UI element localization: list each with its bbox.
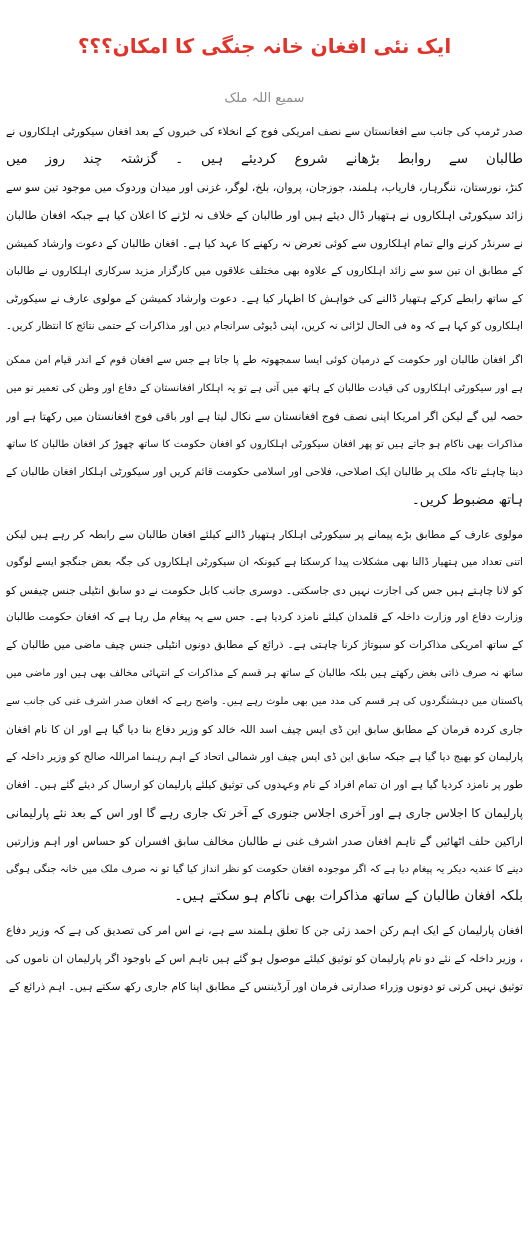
article-paragraph xyxy=(6,347,523,514)
paragraph-line: کنڑ، نورستان، ننگرہار، فاریاب، ہلمند، جوزجان، پروان، بلخ، لوگر، غزنی اور میدان وردوک میں موجود تین سو سے xyxy=(6,180,523,194)
paragraph-line: زائد سیکورٹی اہلکاروں نے ہتھیار ڈال دیئے ہیں اور طالبان کے خلاف نہ لڑنے کا اعلان کیا ہے جبکہ افغان طالبان xyxy=(6,208,523,222)
paragraph-line: کے ساتھ رابطے کرکے ہتھیار ڈالنے کی خواہش کا اظہار کیا ہے۔ دعوت وارشاد کمیشن کے مولوی عارف نے سیکورٹی xyxy=(6,292,523,306)
article-paragraph xyxy=(6,118,523,341)
paragraph-line: کے مطابق ان تین سو سے زائد اہلکاروں کے علاوہ بھی مختلف علاقوں میں کارگزار مزید سرکاری اہلکاروں نے طالبان xyxy=(6,264,523,277)
paragraph-line: ہے اور سیکورٹی اہلکاروں کی قیادت طالبان کے ہاتھ میں آتی ہے تو یہ اہلکار افغانستان کے دفاع اور وطن کی تعمیر نو میں xyxy=(6,383,523,395)
article-body xyxy=(6,118,523,1007)
paragraph-line: پارلیمان کو بھیج دیا گیا ہے جبکہ سابق این ڈی ایس چیف اور شمالی اتحاد کے اہم رہنما امراللہ صالح کو وزیر داخلہ کے xyxy=(6,750,523,763)
paragraph-line: دینا چاہئے تاکہ ملک پر طالبان ایک اصلاحی، فلاحی اور اسلامی حکومت قائم کریں اور سیکورٹی اہلکار افغان طالبان کے xyxy=(6,465,523,478)
paragraph-line: طالبان سے روابط بڑھانے شروع کردیئے ہیں ۔ گزشتہ چند روز میں xyxy=(6,150,523,167)
paragraph-line: اتنی تعداد میں ہتھیار ڈالنا بھی مشکلات پیدا کرسکتا ہے کیونکہ ان سیکورٹی اہلکاروں کی جگہ بعض جنگجو ایسے لوگوں xyxy=(6,555,523,568)
paragraph-line: مولوی عارف کے مطابق بڑے پیمانے پر سیکورٹی اہلکار ہتھیار ڈالنے کیلئے افغان طالبان سے رابطہ کر رہے ہیں لیکن xyxy=(6,527,523,541)
paragraph-line: پاکستان میں دہشتگردوں کی ہر قسم کی مدد میں بھی ملوث رہے ہیں۔ واضح رہے کہ افغان صدر اشرف غنی کی جانب سے xyxy=(6,696,523,708)
paragraph-line: بلکہ افغان طالبان کے ساتھ مذاکرات بھی ناکام ہو سکتے ہیں۔ xyxy=(174,888,523,905)
paragraph-line: ہاتھ مضبوط کریں۔ xyxy=(411,491,523,508)
paragraph-line: نے سرنڈر کرنے والے تمام اہلکاروں سے کوئی تعرض نہ رکھنے کا عہد کیا ہے۔ افغان طالبان کے دعوت وارشاد کمیشن xyxy=(6,236,523,250)
paragraph-line: اگر افغان طالبان اور حکومت کے درمیان کوئی ایسا سمجھوتہ طے پا جاتا ہے جس سے افغان قوم کے اندر قیام امن ممکن xyxy=(6,354,523,367)
paragraph-line: صدر ٹرمپ کی جانب سے افغانستان سے نصف امریکی فوج کے انخلاء کی خبروں کے بعد افغان سیکورٹی اہلکاروں نے xyxy=(6,125,523,138)
paragraph-line: کے ساتھ امریکی مذاکرات کو سبوتاژ کرنا چاہتی ہے۔ ذرائع کے مطابق دونوں انٹیلی جنس چیف ماضی میں طالبان کے xyxy=(6,639,523,652)
article-paragraph xyxy=(6,521,523,912)
paragraph-line: اراکین حلف اٹھائیں گے تاہم افغان صدر اشرف غنی نے طالبان مخالف سابق افسران کو حساس اور اہم وزارتیں xyxy=(6,834,523,848)
paragraph-line: افغان پارلیمان کے ایک اہم رکن احمد زئی جن کا تعلق ہلمند سے ہے، نے اس امر کی تصدیق کی ہے کہ وزیر دفاع xyxy=(6,924,523,938)
article-paragraph xyxy=(6,917,523,1001)
paragraph-line: دینے کا عندیہ دیکر یہ پیغام دیا ہے کہ اگر موجودہ افغان حکومت کو نظر انداز کیا گیا تو نہ صرف ملک میں خانہ جنگی ہوگی xyxy=(6,863,523,875)
paragraph-line: مذاکرات بھی ناکام ہو جاتے ہیں تو پھر افغان سیکورٹی اہلکاروں کو افغان حکومت کا ساتھ چھوڑ کر افغان طالبان کا ساتھ xyxy=(6,438,523,450)
paragraph-line: وزارت دفاع اور وزارت داخلہ کے قلمدان کیلئے نامزد کردیا ہے۔ جس سے یہ پیغام مل رہا ہے کہ افغان حکومت طالبان xyxy=(6,611,523,624)
paragraph-line: حصہ لیں گے لیکن اگر امریکا اپنی نصف فوج افغانستان سے نکال لیتا ہے اور باقی فوج افغانستان میں رکھتا ہے اور xyxy=(6,410,523,424)
paragraph-line: طور پر نامزد کردیا گیا ہے اور ان تمام افراد کے نام وعہدوں کی توثیق کیلئے پارلیمان کو ارسال کر دیئے گئے ہیں۔ افغان xyxy=(6,778,523,791)
paragraph-line: ، وزیر داخلہ کے نئے دو نام پارلیمان کو توثیق کیلئے موصول ہو گئے ہیں تاہم اس کے باوجود اگر پارلیمان ان ناموں کی xyxy=(6,952,523,966)
article-title: ایک نئی افغان خانہ جنگی کا امکان؟؟؟ xyxy=(77,34,452,58)
paragraph-line: پارلیمان کا اجلاس جاری ہے اور آخری اجلاس جنوری کے آخر تک جاری رہے گا اور اس کے بعد نئے پارلیمانی xyxy=(6,805,523,820)
paragraph-line: کو لانا چاہتے ہیں جس کی اجازت نہیں دی جاسکتی۔ دوسری جانب کابل حکومت نے دو سابق انٹیلی جنس چیفس کو xyxy=(6,583,523,597)
paragraph-line: توثیق نہیں کرتی تو دونوں وزراء صدارتی فرمان اور آرڈیننس کے مطابق اپنا کام جاری رکھ سکتے ہیں۔ اہم ذرائع کے xyxy=(8,980,523,994)
article-author: سمیع اللہ ملک xyxy=(224,91,305,106)
paragraph-line: اہلکاروں کو کہا ہے کہ وہ فی الحال لڑائی نہ کریں، اپنی ڈیوٹی سرانجام دیں اور مذاکرات کے حتمی نتائج کا انتظار کریں۔ xyxy=(6,320,523,333)
paragraph-line: جاری کردہ فرمان کے مطابق سابق این ڈی ایس چیف اسد اللہ خالد کو وزیر دفاع بنا دیا گیا ہے اور ان کا نام افغان xyxy=(6,723,523,737)
paragraph-line: ساتھ نہ صرف ذاتی بغض رکھتے ہیں بلکہ طالبان کے ساتھ ہر قسم کے مذاکرات کے انتہائی مخالف بھی ہیں اور ماضی میں xyxy=(6,668,523,680)
